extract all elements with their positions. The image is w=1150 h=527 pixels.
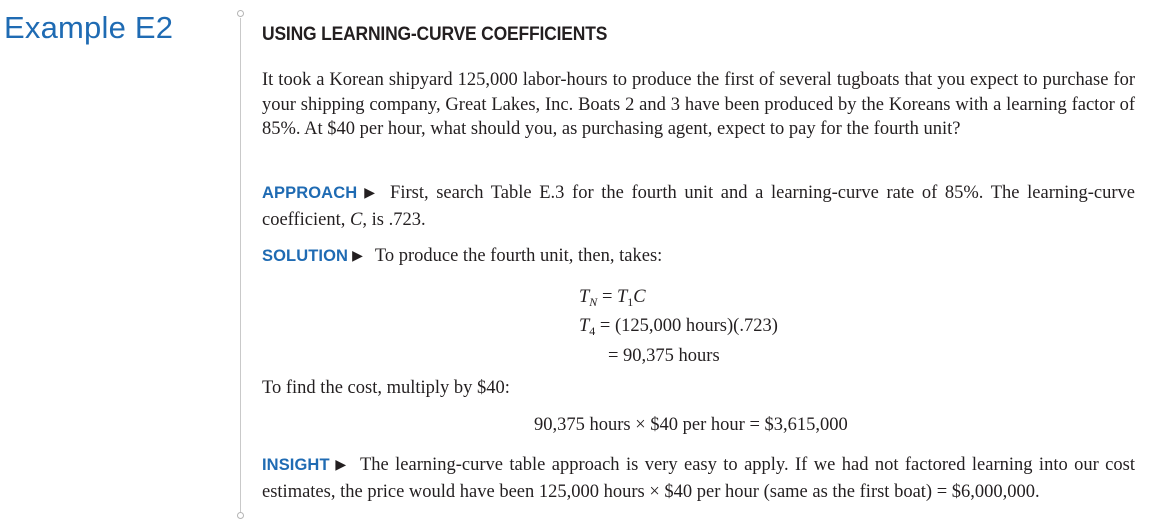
eq1-rhs-var1: T — [617, 287, 628, 307]
eq2-lhs-var: T — [579, 316, 590, 336]
rule-top-dot — [237, 10, 244, 17]
eq1-rhs-var2: C — [633, 287, 646, 307]
eq1-lhs-var: T — [579, 287, 590, 307]
insight-paragraph — [262, 453, 1135, 504]
play-triangle-icon: ▶ — [352, 249, 363, 264]
eq1-lhs-sub: N — [589, 295, 598, 309]
insight-tag: INSIGHT — [262, 456, 330, 474]
margin-rule — [240, 18, 241, 514]
solution-paragraph — [262, 244, 1135, 271]
approach-tag: APPROACH — [262, 184, 358, 202]
equation-result: = 90,375 hours — [608, 346, 720, 366]
play-triangle-icon: ▶ — [361, 186, 379, 201]
equation-general — [579, 285, 646, 309]
example-heading: USING LEARNING-CURVE COEFFICIENTS — [262, 24, 608, 45]
solution-tag: SOLUTION — [262, 247, 349, 265]
insight-text: The learning-curve table approach is very easy to apply. If we had not factored learning into our cost estimates, the price would have been 125,000 hours × $40 per hour (same as the first boat) = $6,000,000. — [262, 455, 1135, 502]
eq2-rhs: = (125,000 hours)(.723) — [599, 316, 778, 336]
approach-variable: C — [350, 209, 363, 230]
problem-statement: It took a Korean shipyard 125,000 labor-hours to produce the first of several tugboats that you expect to purchase for your shipping company, Great Lakes, Inc. Boats 2 and 3 have been produced by the Koreans with a learning factor of 85%. At $40 per hour, what should you, as purchasing agent, expect to pay for the fourth unit? — [262, 70, 1135, 139]
eq1-equals: = — [601, 287, 613, 307]
solution-text: To produce the fourth unit, then, takes: — [374, 246, 663, 266]
play-triangle-icon: ▶ — [333, 458, 348, 473]
rule-bottom-dot — [237, 512, 244, 519]
approach-text-after: , is .723. — [362, 209, 426, 230]
eq1-rhs-sub: 1 — [627, 295, 634, 309]
cost-intro: To find the cost, multiply by $40: — [262, 378, 510, 398]
approach-text-before: First, search Table E.3 for the fourth unit and a learning-curve rate of 85%. The learning-curve coefficient, — [262, 183, 1135, 230]
example-label: Example E2 — [4, 10, 174, 45]
eq2-lhs-sub: 4 — [589, 324, 596, 338]
cost-equation: 90,375 hours × $40 per hour = $3,615,000 — [534, 415, 848, 435]
equation-fourth-unit — [579, 314, 778, 338]
approach-paragraph — [262, 181, 1135, 232]
